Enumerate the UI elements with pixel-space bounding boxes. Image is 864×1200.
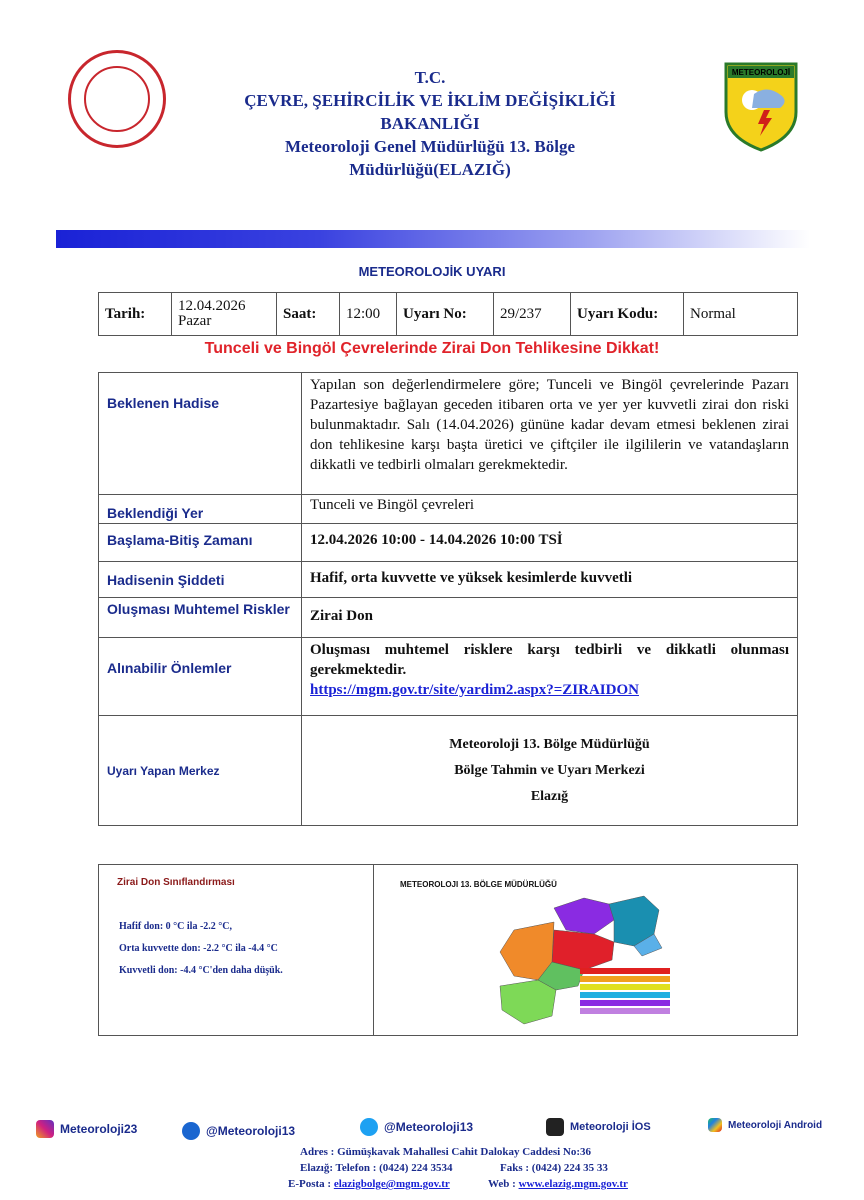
measures-cell [302,638,798,716]
footer-web-row [488,1178,708,1190]
classification-light: Hafif don: 0 °C ila -2.2 °C, [119,921,232,932]
footer-facebook[interactable] [182,1122,295,1140]
apple-icon [546,1118,564,1136]
footer-phone: Elazığ: Telefon : (0424) 224 3534 [300,1162,453,1174]
warning-info-table [98,292,798,336]
warning-code-value: Normal [684,293,798,336]
facebook-icon [182,1122,200,1140]
web-label: Web : [488,1178,516,1190]
header-title [200,66,660,181]
svg-text:METEOROLOJİ: METEOROLOJİ [731,68,791,77]
date-cell [172,293,277,336]
event-text: Yapılan son değerlendirmelere göre; Tunceli ve Bingöl çevrelerinde Pazarı Pazartesiye bağlayan geceden itibaren orta ve yer yer kuvvetli zirai don riski bulunmaktadır. Salı (14.04.2026) gününe kadar devam etmesi beklenen zirai don tehlikesine karşı başta üretici ve çiftçiler ile ilgililerin ve vatandaşların dikkatli ve tedbirli olmaları gerekmektedir. [302,373,798,495]
place-text: Tunceli ve Bingöl çevreleri [302,495,798,524]
center-line-3: Elazığ [530,788,569,804]
header-line-4: Meteoroloji Genel Müdürlüğü 13. Bölge [284,137,576,156]
severity-label: Hadisenin Şiddeti [99,562,302,598]
severity-text: Hafif, orta kuvvette ve yüksek kesimlerde kuvvetli [302,562,798,598]
time-range-text: 12.04.2026 10:00 - 14.04.2026 10:00 TSİ [302,524,798,562]
header-line-3: BAKANLIĞI [380,114,480,133]
footer-fax: Faks : (0424) 224 35 33 [500,1162,608,1174]
warning-no-label: Uyarı No: [397,293,494,336]
ministry-seal-inner [84,66,150,132]
instagram-icon [36,1120,54,1138]
footer-instagram[interactable] [36,1120,137,1138]
date-value: 12.04.2026 [178,298,246,314]
header-line-2: ÇEVRE, ŞEHİRCİLİK VE İKLİM DEĞİŞİKLİĞİ [244,91,616,110]
ios-label: Meteoroloji İOS [570,1121,651,1133]
alert-title: Tunceli ve Bingöl Çevrelerinde Zirai Don Tehlikesine Dikkat! [204,340,660,357]
classification-text-panel [99,865,374,1035]
map-title: METEOROLOJI 13. BÖLGE MÜDÜRLÜĞÜ [400,880,557,889]
email-link[interactable]: elazigbolge@mgm.gov.tr [333,1178,450,1190]
time-range-label: Başlama-Bitiş Zamanı [99,524,302,562]
classification-title: Zirai Don Sınıflandırması [117,877,235,888]
classification-strong: Kuvvetli don: -4.4 °C'den daha düşük. [119,965,283,976]
measures-text: Oluşması muhtemel risklere karşı tedbirli ve dikkatli olunması gerekmektedir. [310,642,789,678]
place-label: Beklendiği Yer [99,495,302,524]
measures-link[interactable]: https://mgm.gov.tr/site/yardim2.aspx?=ZIRAIDON [310,682,639,698]
center-cell [302,716,798,826]
facebook-handle: @Meteoroloji13 [206,1124,296,1138]
center-line-2: Bölge Tahmin ve Uyarı Merkezi [454,762,645,778]
risk-text: Zirai Don [302,598,798,638]
footer-address: Adres : Gümüşkavak Mahallesi Cahit Dalokay Caddesi No:36 [300,1146,592,1158]
header-gradient-bar [56,230,810,248]
warning-no-value: 29/237 [494,293,571,336]
footer-ios[interactable] [546,1118,651,1136]
google-play-icon [708,1118,722,1132]
center-label: Uyarı Yapan Merkez [99,716,302,826]
warning-code-label: Uyarı Kodu: [571,293,684,336]
header-line-1: T.C. [414,68,446,87]
web-link[interactable]: www.elazig.mgm.gov.tr [518,1178,628,1190]
day-value: Pazar [178,313,212,329]
measures-label: Alınabilir Önlemler [99,638,302,716]
footer-email-row [288,1178,508,1190]
time-label: Saat: [277,293,340,336]
footer-android[interactable] [708,1118,822,1132]
twitter-handle: @Meteoroloji13 [384,1120,474,1134]
classification-medium: Orta kuvvette don: -2.2 °C ila -4.4 °C [119,943,278,954]
time-value: 12:00 [340,293,397,336]
event-label: Beklenen Hadise [99,373,302,495]
twitter-icon [360,1118,378,1136]
instagram-handle: Meteoroloji23 [60,1122,138,1136]
frost-classification-box [98,864,798,1036]
warning-details-table [98,372,798,826]
date-label: Tarih: [99,293,172,336]
ministry-seal [68,50,166,148]
document-title: METEOROLOJİK UYARI [358,264,506,279]
android-label: Meteoroloji Android [728,1119,823,1131]
header-line-5: Müdürlüğü(ELAZIĞ) [349,160,511,179]
frost-map [494,890,674,1030]
meteoroloji-logo [724,62,798,152]
risk-label: Oluşması Muhtemel Riskler [99,598,302,638]
email-label: E-Posta : [288,1178,332,1190]
footer-twitter[interactable] [360,1118,473,1136]
center-line-1: Meteoroloji 13. Bölge Müdürlüğü [449,736,650,752]
